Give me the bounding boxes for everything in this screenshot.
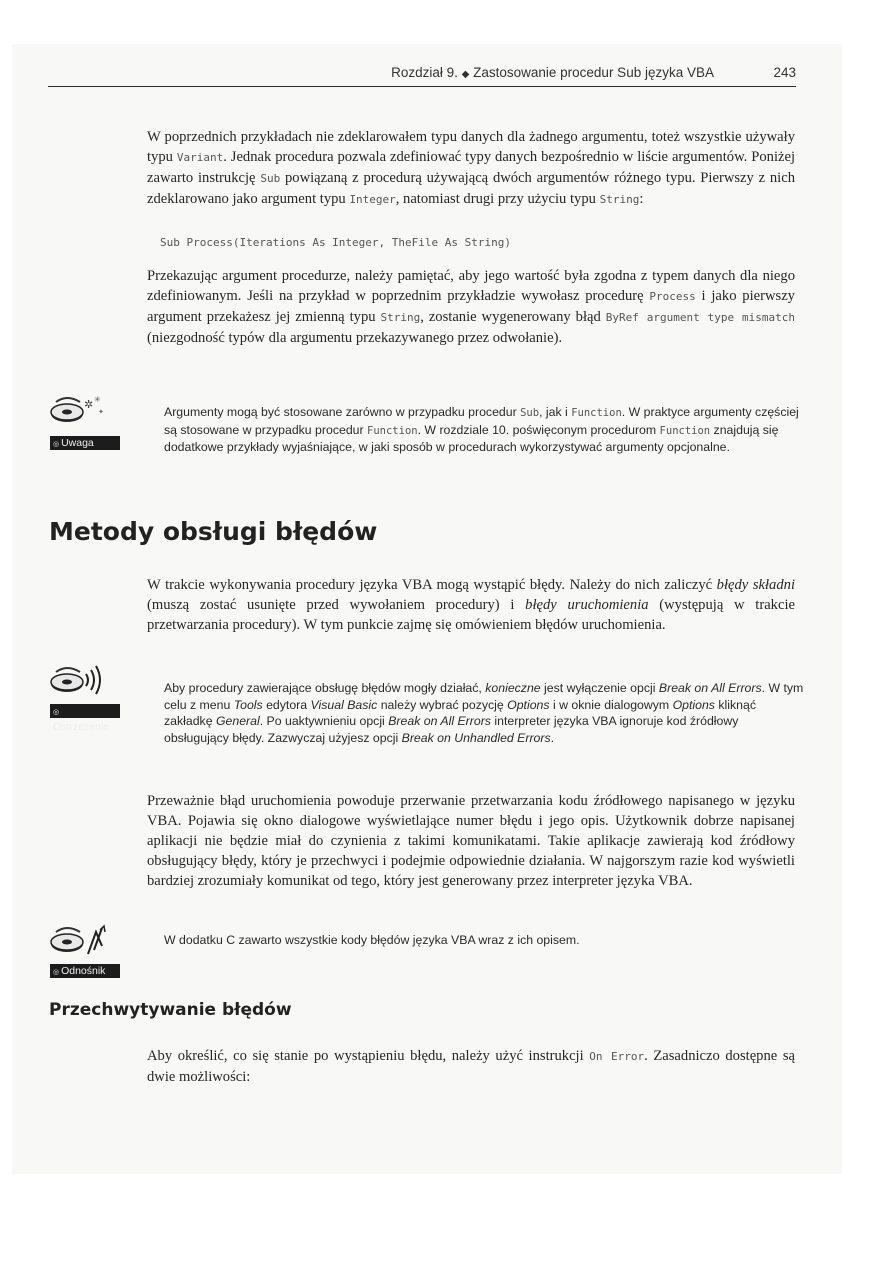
code-example: Sub Process(Iterations As Integer, TheFile As String) — [160, 236, 511, 249]
reference-icon — [50, 920, 120, 978]
paragraph-type-mismatch: Przekazując argument procedurze, należy pamiętać, aby jego wartość była zgodna z typem danych dla niego zdefiniowanym. Jeśli na przykład w poprzednim przykładzie wywołasz procedurę Process i jako pierwszy argument przekażesz jej zmienną typu String, zostanie wygenerowany błąd ByRef argument type mismatch (niezgodność typów dla argumentu przekazywanego przez odwołanie). — [147, 268, 796, 346]
paragraph-on-error: Aby określić, co się stanie po wystąpieniu błędu, należy użyć instrukcji On Error. Zasadniczo dostępne są dwie możliwości: — [147, 1048, 795, 1085]
note-reference-text: W dodatku C zawarto wszystkie kody błędów języka VBA wraz z ich opisem. — [164, 933, 580, 947]
section-heading: Metody obsługi błędów — [49, 517, 378, 546]
running-header — [48, 62, 796, 87]
subsection-heading: Przechwytywanie błędów — [49, 1000, 292, 1020]
svg-text:✲: ✲ — [84, 398, 94, 411]
reference-label: ◎ Odnośnik — [50, 964, 120, 978]
note-uwaga-text: Argumenty mogą być stosowane zarówno w przypadku procedur Sub, jak i Function. W praktyce argumenty częściej są stosowane w przypadku procedur Function. W rozdziale 10. poświęconym procedurom Function znajdują się dodatkowe przykłady wyjaśniające, w jaki sposób w procedurach wykorzystywać argumenty opcjonalne. — [164, 405, 799, 454]
running-title: Rozdział 9. ◆ Zastosowanie procedur Sub języka VBA — [391, 65, 714, 80]
warning-icon — [50, 660, 120, 733]
cd-sound-icon — [50, 660, 120, 704]
page-number: 243 — [773, 65, 796, 80]
paragraph-runtime-errors: Przeważnie błąd uruchomienia powoduje przerwanie przetwarzania kodu źródłowego napisanego w języku VBA. Pojawia się okno dialogowe wyświetlające numer błędu i jego opis. Użytkownik dobrze napisanej aplikacji nie będzie miał do czynienia z takimi komunikatami. Takie aplikacje zawierają kod źródłowy obsługujący błędy, który je przechwyci i podejmie odpowiednie działania. W najgorszym razie kod wyświetli bardziej zrozumiały komunikat od tego, który jest generowany przez interpreter języka VBA. — [147, 793, 795, 889]
cd-link-icon — [50, 920, 120, 964]
note-warning-text: Aby procedury zawierające obsługę błędów mogły działać, konieczne jest wyłączenie opcji Break on All Errors. W tym celu z menu Tools edytora Visual Basic należy wybrać pozycję Options i w oknie dialogowym Options kliknąć zakładkę General. Po uaktywnieniu opcji Break on All Errors interpreter języka VBA ignoruje kod źródłowy obsługujący błędy. Zazwyczaj użyjesz opcji Break on Unhandled Errors. — [164, 681, 804, 745]
svg-text:✦: ✦ — [98, 408, 104, 416]
warning-label: ◎ Ostrzeżenie — [50, 704, 120, 718]
cd-sparkle-icon — [50, 392, 120, 436]
paragraph-error-types: W trakcie wykonywania procedury języka VBA mogą wystąpić błędy. Należy do nich zaliczyć błędy składni (muszą zostać usunięte przed wywołaniem procedury) i błędy uruchomienia (występują w trakcie przetwarzania procedury). W tym punkcie zajmę się omówieniem błędów uruchomienia. — [147, 577, 795, 633]
svg-text:✳: ✳ — [94, 395, 101, 404]
note-label: ◎ Uwaga — [50, 436, 120, 450]
paragraph-argument-types: W poprzednich przykładach nie zdeklarowałem typu danych dla żadnego argumentu, toteż wszystkie używały typu Variant. Jednak procedura pozwala zdefiniować typy danych bezpośrednio w liście argumentów. Poniżej zawarto instrukcję Sub powiązaną z procedurą używającą dwóch argumentów różnego typu. Pierwszy z nich zdeklarowano jako argument typu Integer, natomiast drugi przy użyciu typu String: — [147, 129, 796, 207]
note-icon — [50, 392, 120, 450]
